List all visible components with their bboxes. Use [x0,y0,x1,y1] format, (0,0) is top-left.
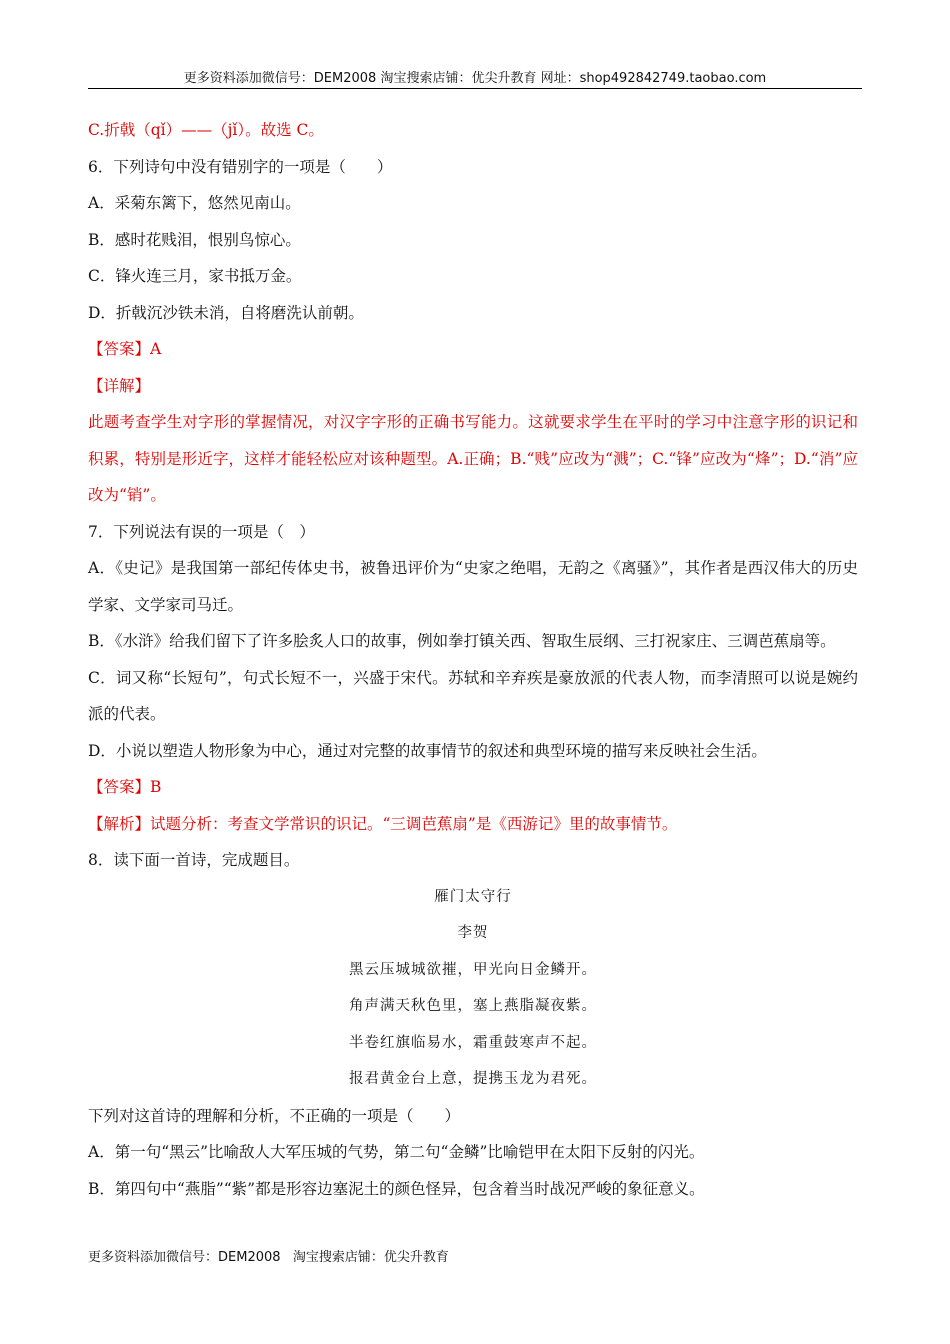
poem-author: 李贺 [457,925,489,941]
q7-option-d: D．小说以塑造人物形象为中心，通过对完整的故事情节的叙述和典型环境的描写来反映社会生活。 [88,741,767,760]
q6-detail-label: 【详解】 [88,376,151,395]
q7-answer: 【答案】B [88,778,162,796]
q6-option-a: A．采菊东篱下，悠然见南山。 [88,194,301,212]
q8-option-b: B．第四句中“燕脂”“紫”都是形容边塞泥土的颜色怪异，包含着当时战况严峻的象征意义。 [88,1179,705,1198]
q6-option-d: D．折戟沉沙铁未消，自将磨洗认前朝。 [88,303,364,322]
header-divider [88,88,862,89]
page-footer: 更多资料添加微信号：DEM2008 淘宝搜索店铺：优尖升教育 [88,1250,449,1265]
q7-option-a: A．《史记》是我国第一部纪传体史书，被鲁迅评价为“史家之绝唱，无韵之《离骚》”，其作者是西汉伟大的历史学家、文学家司马迁。 [88,559,858,614]
poem-line: 半卷红旗临易水，霜重鼓寒声不起。 [349,1034,597,1051]
q5-answer-tail: C.折戟（qǐ）——（jǐ）。故选 C。 [88,121,324,139]
poem-line: 报君黄金台上意，提携玉龙为君死。 [349,1071,597,1087]
q6-answer: 【答案】A [88,340,162,358]
poem-line: 角声满天秋色里，塞上燕脂凝夜紫。 [349,998,597,1014]
q7-analysis: 【解析】试题分析：考查文学常识的识记。“三调芭蕉扇”是《西游记》里的故事情节。 [88,814,678,833]
q8-option-a: A．第一句“黑云”比喻敌人大军压城的气势，第二句“金鳞”比喻铠甲在太阳下反射的闪光。 [88,1143,705,1161]
q6-option-b: B．感时花贱泪，恨别鸟惊心。 [88,230,301,249]
q6-stem: 6．下列诗句中没有错别字的一项是（ ） [88,157,393,176]
q7-option-b: B．《水浒》给我们留下了许多脍炙人口的故事，例如拳打镇关西、智取生辰纲、三打祝家庄、三调芭蕉扇等。 [88,632,836,650]
poem-line: 黑云压城城欲摧，甲光向日金鳞开。 [349,961,597,978]
q6-explanation: 此题考查学生对字形的掌握情况，对汉字字形的正确书写能力。这就要求学生在平时的学习中注意字形的识记和积累，特别是形近字，这样才能轻松应对该种题型。A.正确；B.“贱”应改为“溅”；C.“锋”应改为“烽”；D.“消”应改为“销”。 [88,413,858,504]
q6-option-c: C．锋火连三月，家书抵万金。 [88,267,302,285]
q8-sub-stem: 下列对这首诗的理解和分析，不正确的一项是（ ） [88,1106,461,1125]
document-body [88,112,858,1207]
page-header: 更多资料添加微信号：DEM2008 淘宝搜索店铺：优尖升教育 网址：shop492842749.taobao.com [183,71,767,86]
poem-title: 雁门太守行 [434,888,512,905]
q8-stem: 8．读下面一首诗，完成题目。 [88,851,300,869]
q7-stem: 7．下列说法有误的一项是（ ） [88,522,315,541]
q7-option-c: C．词又称“长短句”，句式长短不一，兴盛于宋代。苏轼和辛弃疾是豪放派的代表人物，而李清照可以说是婉约派的代表。 [88,668,858,723]
